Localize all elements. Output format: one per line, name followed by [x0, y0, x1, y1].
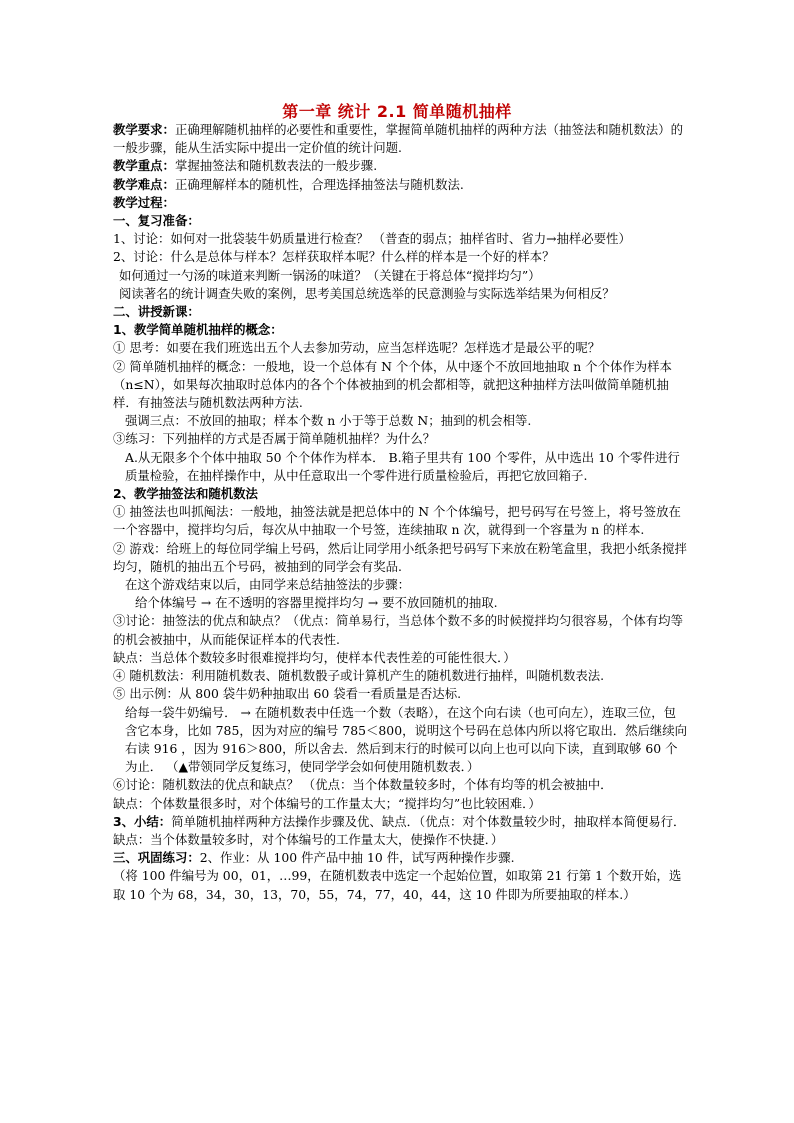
label-practice: 三、巩固练习： — [113, 850, 200, 866]
label-key-points: 教学重点： — [113, 158, 175, 174]
document-body — [113, 121, 688, 904]
paragraph-random-cons: 缺点：个体数量很多时，对个体编号的工作量太大；“搅拌均匀”也比较困难．） — [113, 795, 541, 811]
paragraph-emphasis: 强调三点：不放回的抽取；样本个数 n 小于等于总数 N；抽到的机会相等. — [125, 413, 532, 429]
label-new-lesson: 二、讲授新课： — [113, 304, 200, 320]
paragraph-random-pros: ⑥讨论：随机数法的优点和缺点？ （优点：当个体数量较多时，个体有均等的机会被抽中． — [113, 777, 613, 793]
label-methods: 2、教学抽签法和随机数法 — [113, 486, 258, 502]
paragraph-example-steps: 给每一袋牛奶编号． → 在随机数表中任选一个数（表略），在这个向右读（也可向左），连取三位，包含它本身，比如 785，因为对应的编号 785＜800，说明这个号码在总体内所以将它取出．然后继续向右读 916 ，因为 916＞800，所以舍去．然后到末行的时候可以向上也可以向下读，直到取够 60 个为止． （▲带领同学反复练习，使同学学会如何使用随机数表．） — [125, 704, 688, 775]
text-difficulties: 正确理解样本的随机性，合理选择抽签法与随机数法. — [174, 176, 464, 192]
paragraph-exercise-options: A.从无限多个个体中抽取 50 个个体作为样本． B.箱子里共有 100 个零件，从中选出 10 个零件进行质量检验，在抽样操作中，从中任意取出一个零件进行质量检验后，再把它放回箱子. — [125, 449, 680, 483]
text-practice: 2、作业：从 100 件产品中抽 10 件，试写两种操作步骤. — [199, 850, 515, 866]
paragraph-definition: ② 简单随机抽样的概念：一般地，设一个总体有 N 个个体，从中逐个不放回地抽取 n 个个体作为样本（n≤N），如果每次抽取时总体内的各个个体被抽到的机会都相等，就把这种抽样方法叫做简单随机抽样．有抽签法与随机数法两种方法. — [113, 358, 672, 411]
label-process: 教学过程： — [113, 194, 175, 210]
text-key-points: 掌握抽签法和随机数表法的一般步骤. — [174, 158, 378, 174]
paragraph-lottery-cons: 缺点：当总体个数较多时很难搅拌均匀，使样本代表性差的可能性很大．） — [113, 649, 516, 665]
paragraph-lottery: ① 抽签法也叫抓阄法：一般地，抽签法就是把总体中的 N 个个体编号，把号码写在号签上，将号签放在一个容器中，搅拌均匀后，每次从中抽取一个号签，连续抽取 n 次，就得到一个容量为 n 的样本. — [113, 504, 681, 538]
paragraph-discussion-1: 1、讨论：如何对一批袋装牛奶质量进行检查？ （普查的弱点；抽样省时、省力→抽样必要性） — [113, 231, 631, 247]
paragraph-practice-answer: （将 100 件编号为 00，01，…99，在随机数表中选定一个起始位置，如取第 21 行第 1 个数开始，选取 10 个为 68，34，30，13，70，55，74，77，40，44，这 10 件即为所要抽取的样本.） — [113, 868, 682, 902]
label-difficulties: 教学难点： — [113, 176, 175, 192]
document-title: 第一章 统计 2.1 简单随机抽样 — [282, 102, 512, 121]
paragraph-summary — [113, 813, 688, 849]
paragraph-exercise: ③练习：下列抽样的方式是否属于简单随机抽样？为什么？ — [113, 431, 436, 447]
heading-process — [113, 194, 688, 212]
paragraph-soup-question: 如何通过一勺汤的味道来判断一锅汤的味道？（关键在于将总体“搅拌均匀”） — [119, 267, 541, 283]
heading-new-lesson — [113, 303, 688, 321]
label-requirements: 教学要求： — [113, 122, 175, 137]
paragraph-lottery-pros: ③讨论：抽签法的优点和缺点？（优点：简单易行，当总体个数不多的时候搅拌均匀很容易，个体有均等的机会被抽中，从而能保证样本的代表性. — [113, 613, 683, 647]
paragraph-requirements — [113, 121, 688, 157]
paragraph-practice — [113, 849, 688, 867]
heading-concept — [113, 321, 688, 339]
text-requirements: 正确理解随机抽样的必要性和重要性，掌握简单随机抽样的两种方法（抽签法和随机数法）的一般步骤，能从生活实际中提出一定价值的统计问题. — [113, 122, 683, 156]
paragraph-think: ① 思考：如要在我们班选出五个人去参加劳动，应当怎样选呢？怎样选才是最公平的呢？ — [113, 340, 601, 356]
label-summary: 3、小结： — [113, 813, 172, 829]
paragraph-summary-steps: 在这个游戏结束以后，由同学来总结抽签法的步骤： — [125, 577, 410, 593]
label-review: 一、复习准备： — [113, 213, 200, 229]
paragraph-example: ⑤ 出示例：从 800 袋牛奶种抽取出 60 袋看一看质量是否达标. — [113, 686, 462, 702]
text-summary: 简单随机抽样两种方法操作步骤及优、缺点．（优点：对个体数量较少时，抽取样本简便易行．缺点：当个体数量较多时，对个体编号的工作量太大，使操作不快捷．） — [113, 813, 686, 847]
heading-review — [113, 212, 688, 230]
paragraph-key-points — [113, 157, 688, 175]
paragraph-discussion-2: 2、讨论：什么是总体与样本？怎样获取样本呢？什么样的样本是一个好的样本？ — [113, 249, 555, 265]
label-concept: 1、教学简单随机抽样的概念： — [113, 322, 283, 338]
paragraph-random-number: ④ 随机数法：利用随机数表、随机数骰子或计算机产生的随机数进行抽样，叫随机数表法. — [113, 668, 605, 684]
paragraph-case-reading: 阅读著名的统计调查失败的案例，思考美国总统选举的民意测验与实际选举结果为何相反？ — [119, 285, 615, 301]
paragraph-difficulties — [113, 176, 688, 194]
paragraph-game: ② 游戏：给班上的每位同学编上号码，然后让同学用小纸条把号码写下来放在粉笔盒里，我把小纸条搅拌均匀，随机的抽出五个号码，被抽到的同学会有奖品. — [113, 540, 687, 574]
heading-methods — [113, 485, 688, 503]
paragraph-steps-flow: 给个体编号 → 在不透明的容器里搅拌均匀 → 要不放回随机的抽取. — [135, 595, 498, 611]
